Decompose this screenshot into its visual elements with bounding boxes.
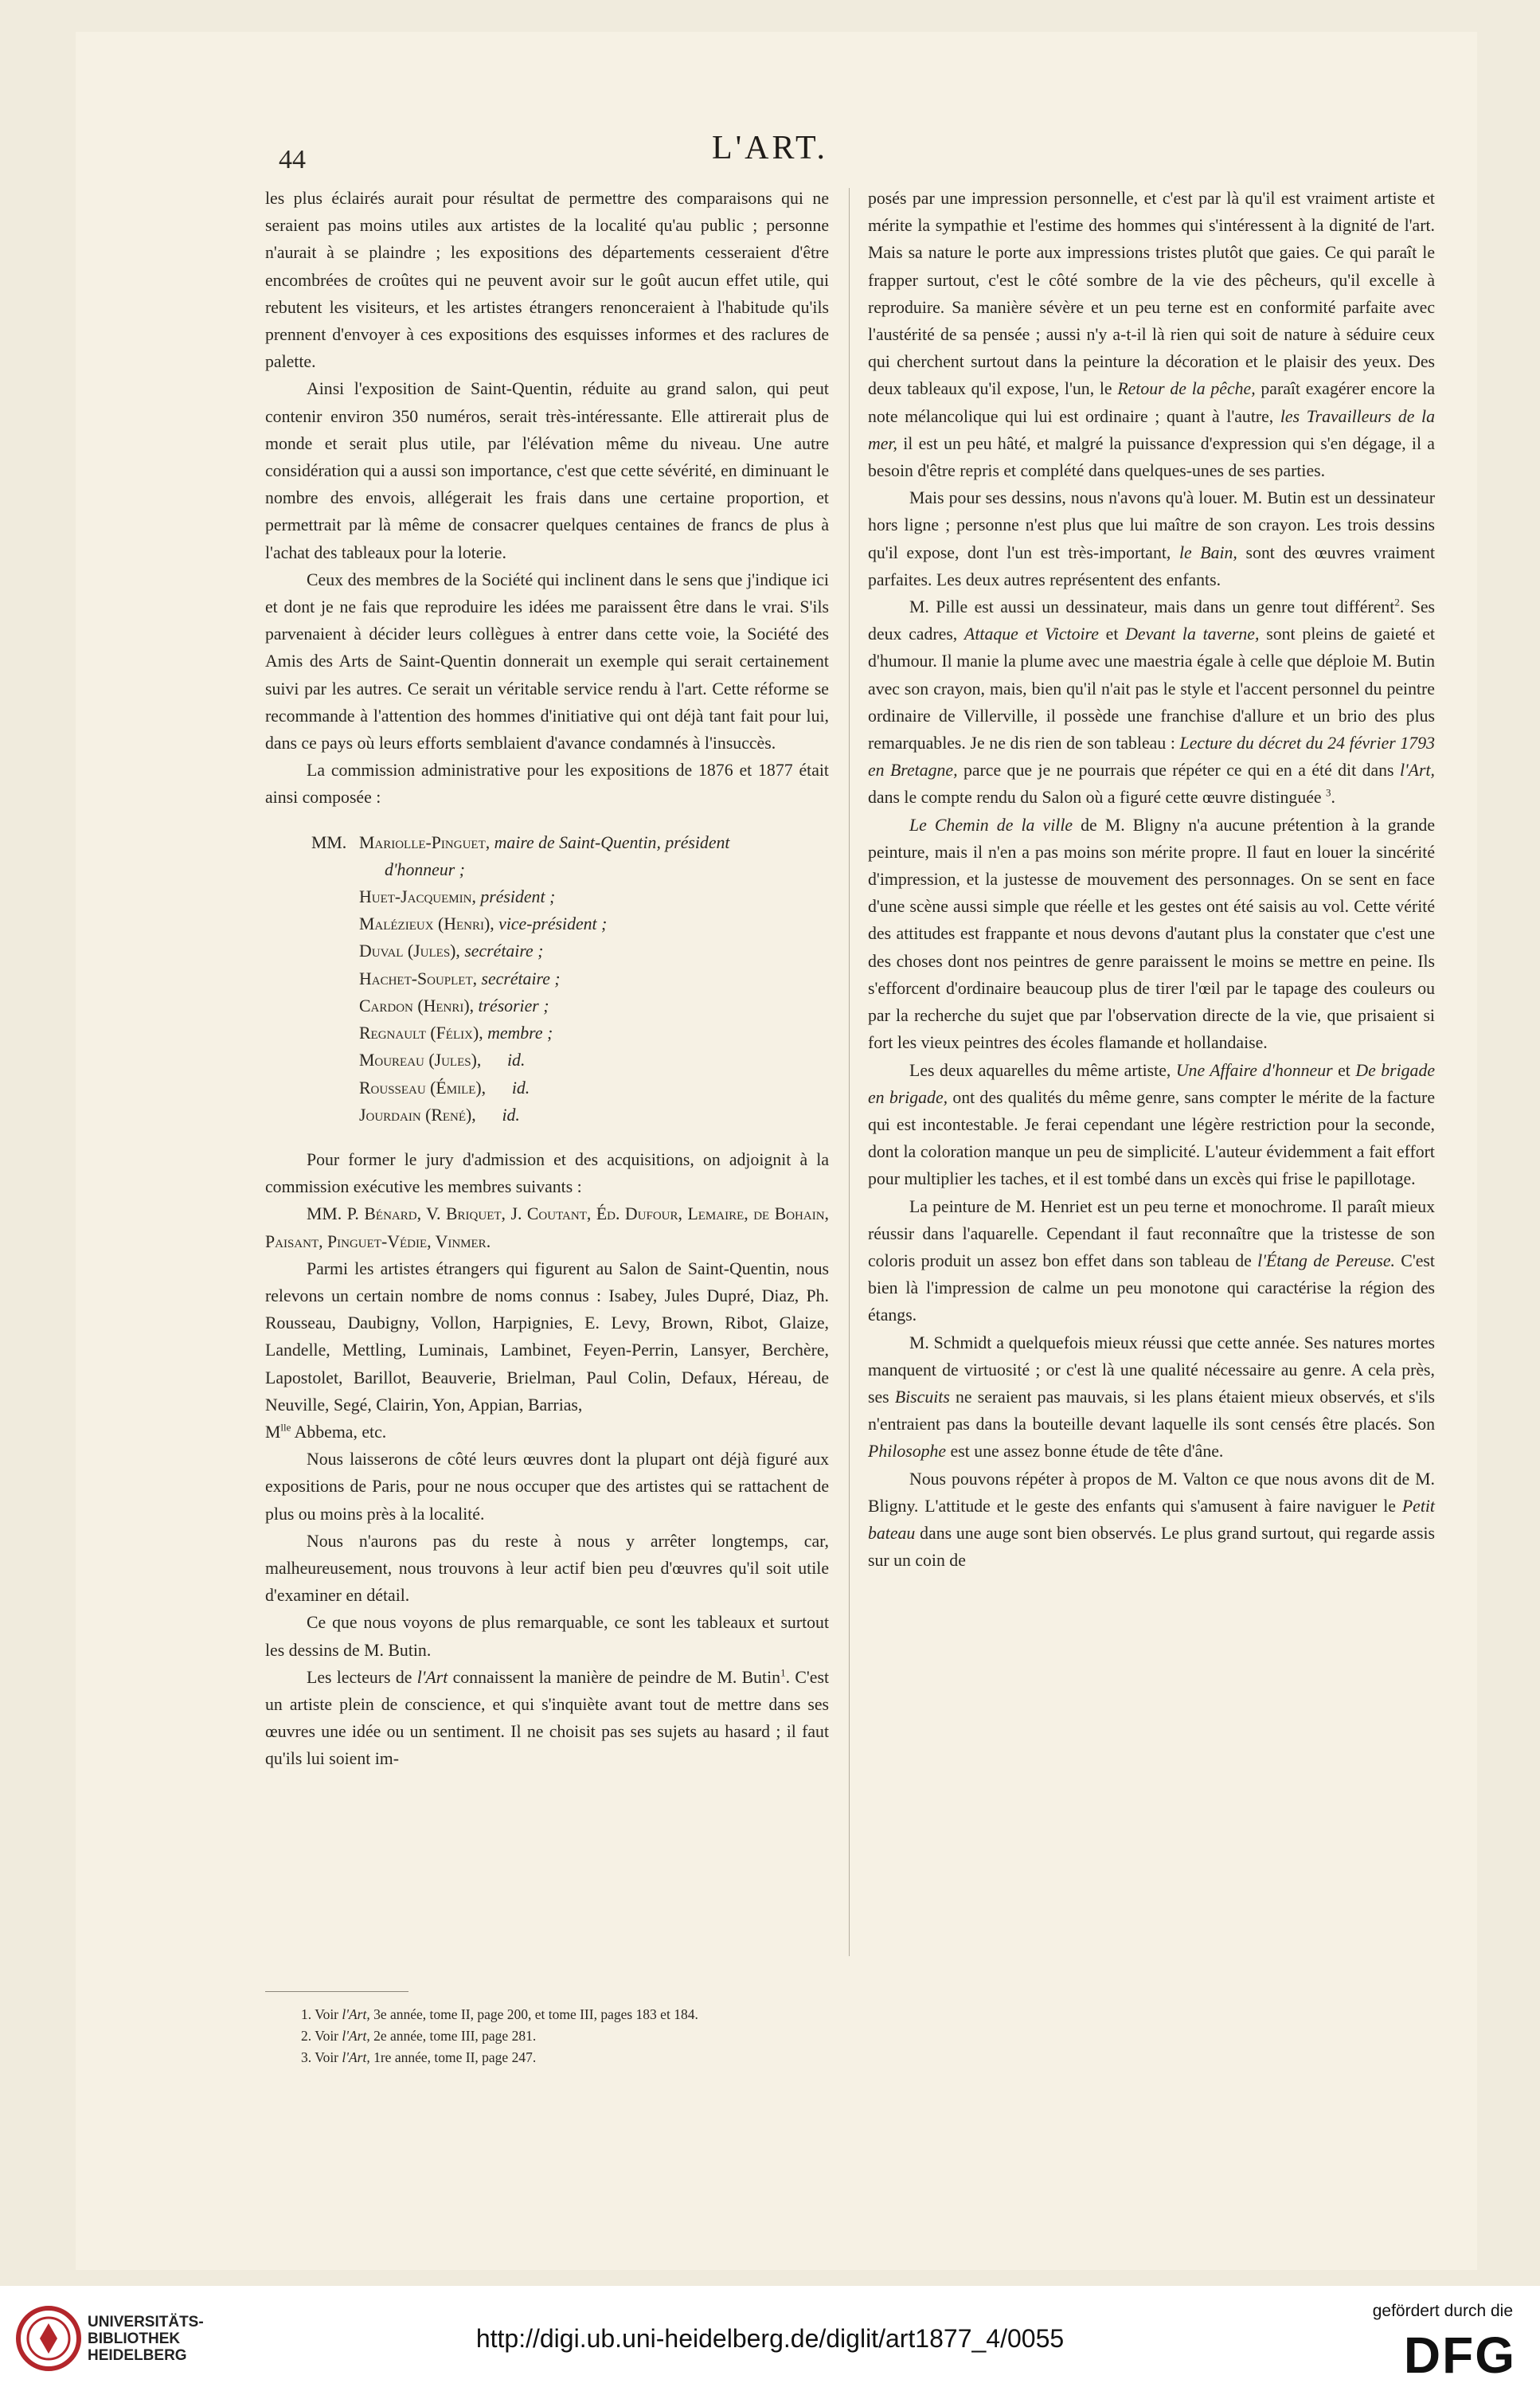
member-role: président ; [480,887,556,907]
jury-lead: MM. P. [307,1204,359,1224]
library-name-line: BIBLIOTHEK [88,2330,181,2347]
paragraph: La commission administrative pour les expositions de 1876 et 1877 était ainsi composée : [265,761,829,808]
paragraph [868,484,1435,593]
artwork-title: Biscuits [894,1387,950,1407]
footnote-rule [265,1991,408,1992]
text-run: sont pleins de gaieté et d'humour. Il manie la plume avec une maestria égale à celle que déploie M. Butin avec son crayon, mais, bien qu'il n'ait pas le style et l'accent personnel du peintre ordinaire de Villerville, il possède une franchise d'allure et un brio des plus remarquables. Je ne dis rien de son tableau : [868,624,1436,753]
journal-title: l'Art, [342,2028,370,2044]
artwork-title: les Travailleurs de la mer, [868,406,1435,453]
text-run: C'est bien là l'impression de calme un peu monotone qui caractérise la région des étangs. [868,1250,1435,1325]
artwork-title: Attaque et Victoire [964,624,1099,644]
footnote [301,2025,858,2047]
paragraph [265,1200,829,1254]
member-role: d'honneur ; [385,859,465,879]
paragraph: Ce que nous voyons de plus remarquable, ce sont les tableaux et surtout les dessins de M. Butin. [265,1613,829,1660]
artwork-title: Retour de la pêche, [1117,379,1256,399]
member-name: Huet-Jacquemin, [359,887,476,907]
text-run: Voir [315,2028,339,2044]
member-name: Duval (Jules), [359,941,460,961]
text-run: La peinture de M. Henriet est un peu terne et monochrome. Il paraît mieux réussir dans l'aquarelle. Cependant il faut reconnaître que la tristesse de son coloris produit un assez bon effet dans son tableau de [868,1196,1435,1270]
text-run: . [1331,788,1335,808]
paragraph [868,812,1435,1057]
member-name: Rousseau (Émile), [359,1078,487,1098]
member-row [265,910,829,937]
artists-text-end: Abbema, etc. [294,1422,387,1442]
artists-text: Parmi les artistes étrangers qui figurent au Salon de Saint-Quentin, nous relevons un certain nombre de noms connus : Isabey, Jules Dupré, Diaz, Ph. Rousseau, Daubigny, Vollon, Harpignies, E. Levy, Brown, Ribot, Glaize, Landelle, Mettling, Luminais, Lambinet, Feyen-Perrin, Lansyer, Berchère, Lapostolet, Barillot, Beauverie, Brielman, Paul Colin, Defaux, Héreau, de Neuville, Segé, Clairin, Yon, Appian, Barrias, [265,1258,829,1415]
artwork-title: Le Chemin de la ville [909,815,1073,835]
member-name: Malézieux (Henri), [359,914,494,934]
jury-members: Bénard, V. Briquet, J. Coutant, Éd. Dufour, Lemaire, de Bohain, Paisant, Pinguet-Védie, Vinmer. [265,1204,830,1251]
text-run: Mais pour ses dessins, nous n'avons qu'à louer. M. Butin est un dessinateur hors ligne ; personne n'est plus que lui maître de son crayon. Les trois dessins qu'il expose, dont l'un est très-important, [868,488,1435,562]
paragraph [868,185,1435,484]
footnote-ref: 3 [1326,787,1331,800]
footnotes [301,2004,858,2068]
text-run: 1re année, tome II, page 247. [373,2049,537,2065]
artwork-title: l'Étang de Pereuse. [1257,1250,1395,1270]
text-run: de M. Bligny n'a aucune prétention à la grande peinture, mais il n'en a pas moins son mérite propre. Il faut en louer la sincérité d'impression, et la justesse de mouvement des personnages. On se sent en face d'une scène aussi simple que réelle et les gestes ont été saisis au vol. Cette vérité des attitudes est frappante et nous devons d'autant plus la constater que c'est une des choses dont nos peintres de genre paraissent le moins se mettre en peine. Ils s'efforcent d'ordinaire beaucoup plus de tirer l'œil par le tapage des couleurs ou par la recherche du sujet que par l'observation directe de la vie, que prisaient si fort les vieux peintres des écoles flamande et hollandaise. [868,815,1435,1053]
journal-title: l'Art, [342,2049,370,2065]
text-run: 2e année, tome III, page 281. [373,2028,537,2044]
footnote-number: 2. [301,2028,312,2044]
running-head: L'ART. [711,130,829,166]
text-run: Voir [315,2049,339,2065]
member-name: Jourdain (René), [359,1105,476,1125]
paragraph: Pour former le jury d'admission et des acquisitions, on adjoignit à la commission exécutive les membres suivants : [265,1149,829,1197]
text-run: et [1105,624,1119,644]
member-row [265,1074,829,1102]
member-role: secrétaire ; [464,941,544,961]
artwork-title: Petit bateau [868,1496,1435,1543]
paragraph: Nous n'aurons pas du reste à nous y arrêter longtemps, car, malheureusement, nous trouvons à leur actif bien peu d'œuvres qu'il soit utile d'examiner en détail. [265,1531,829,1606]
member-row [265,883,829,910]
artwork-title: Devant la taverne, [1125,624,1260,644]
text-run: connaissent la manière de peindre de M. Butin [452,1667,781,1687]
text-run: dans le compte rendu du Salon où a figuré cette œuvre distinguée [868,788,1322,808]
commission-list [265,829,829,1129]
funding-label: gefördert durch die [1372,2302,1513,2320]
member-name: Hachet-Souplet, [359,969,478,988]
text-run: M. Schmidt a quelquefois mieux réussi que cette année. Ses natures mortes manquent de virtuosité ; or c'est là une qualité nécessaire au genre. A cela près, ses [868,1333,1435,1407]
footnote-ref: 1 [780,1666,786,1679]
footnote-number: 3. [301,2049,312,2065]
right-column [868,185,1435,1574]
footnote [301,2004,858,2025]
text-run: posés par une impression personnelle, et c'est par là qu'il est vraiment artiste et mérite la sympathie et l'estime des hommes qui s'intéressent à la dignité de l'art. Mais sa nature le porte aux impressions tristes plutôt que gaies. Ce qui paraît le frapper surtout, c'est le côté sombre de la vie des pêcheurs, qu'il excelle à reproduire. Sa manière sévère et un peu terne est en conformité parfaite avec l'austérité de sa pensée ; aussi n'y a-t-il là rien qui soit de nature à séduire ceux qui cherchent surtout dans la peinture la décoration et le plaisir des yeux. Des deux tableaux qu'il expose, l'un, le [868,189,1435,399]
text-run: ont des qualités du même genre, sans compter le mérite de la facture qui est incontestable. Je ferai cependant une légère restriction pour la seconde, dont la coloration manque un peu de simplicité. L'auteur évidemment a fait effort pour multiplier les taches, et il est tombé dans un excès qui frise le papillotage. [868,1087,1435,1189]
permalink[interactable]: http://digi.ub.uni-heidelberg.de/diglit/art1877_4/0055 [475,2324,1065,2353]
member-row [265,1019,829,1047]
text-run: Nous pouvons répéter à propos de M. Valton ce que nous avons dit de M. Bligny. L'attitude et le geste des enfants qui s'amusent à faire naviguer le [868,1469,1435,1516]
member-role: id. [502,1105,520,1125]
member-name: Regnault (Félix), [359,1023,483,1043]
text-run: et [1338,1060,1350,1080]
paragraph [868,1466,1435,1575]
text-run: Les lecteurs de [307,1667,412,1687]
member-role: maire de Saint-Quentin, président [494,832,730,852]
member-role: vice-président ; [498,914,608,934]
paragraph: les plus éclairés aurait pour résultat de permettre des comparaisons qui ne seraient pas moins utiles aux artistes de la localité qu'au public ; personne n'aurait à se plaindre ; les expositions des départements cesseraient d'être encombrées de croûtes qui ne peuvent avoir sur le goût aucun effet utile, qui rebutent les visiteurs, et les artistes étrangers renonceraient à l'habitude qu'ils prennent d'envoyer à ces expositions des esquisses informes et des raclures de palette. [265,189,829,372]
paragraph [868,1193,1435,1329]
text-run: est une assez bonne étude de tête d'âne. [950,1442,1224,1462]
member-row [265,992,829,1019]
footnote-number: 1. [301,2006,312,2022]
artwork-title: Lecture du décret du 24 février 1793 en Bretagne, [868,734,1435,781]
footnote [301,2047,858,2068]
member-role: id. [506,1051,526,1070]
text-run: sont des œuvres vraiment parfaites. Les deux autres représentent des enfants. [868,542,1436,589]
library-name-line: UNIVERSITÄTS- [88,2314,204,2330]
text-run: . Ses deux cadres, [868,597,1435,644]
journal-title: l'Art, [1399,761,1435,781]
member-role: secrétaire ; [481,969,561,988]
member-row [265,937,829,965]
artwork-title: Une Affaire d'honneur [1175,1060,1333,1080]
member-role: membre ; [487,1023,553,1043]
member-name: Moureau (Jules), [359,1051,482,1070]
text-run: M. Pille est aussi un dessinateur, mais dans un genre tout différent [909,597,1395,617]
text-run: il est un peu hâté, et malgré la puissance d'expression qui s'en dégage, il a besoin d'être repris et complété dans quelques-unes de ses parties. [868,433,1435,481]
paragraph [868,593,1435,812]
journal-title: l'Art, [342,2006,370,2022]
text-run: dans une auge sont bien observés. Le plus grand surtout, qui regarde assis sur un coin de [868,1523,1436,1571]
paragraph [868,1057,1435,1193]
column-rule [849,188,850,1956]
member-row [265,829,829,856]
member-role: trésorier ; [478,996,549,1016]
left-column [265,185,829,1773]
paragraph [265,1255,829,1446]
page-number: 44 [279,145,306,174]
footnote-ref: 2 [1394,596,1400,609]
artwork-title: Philosophe [868,1442,947,1462]
members-lead: MM. [311,832,347,852]
artwork-title: De brigade en brigade, [868,1060,1436,1107]
text-run: 3e année, tome II, page 200, et tome III, pages 183 et 184. [373,2006,698,2022]
member-row [265,1102,829,1129]
paragraph: Ceux des membres de la Société qui inclinent dans le sens que j'indique ici et dont je ne fais que reproduire les idées me paraissent être dans le vrai. S'ils parvenaient à décider leurs collègues à entrer dans cette voie, la Société des Amis des Arts de Saint-Quentin donnerait un exemple qui serait certainement suivi par les autres. Ce serait un véritable service rendu à l'art. Cette réforme se recommande à l'attention des hommes d'initiative qui ont déjà tant fait pour lui, dans ce pays où leurs efforts semblaient d'avance condamnés à l'insuccès. [265,569,829,753]
title-abbrev: M [265,1422,281,1442]
text-run: Les deux aquarelles du même artiste, [909,1060,1171,1080]
text-run: Voir [315,2006,339,2022]
journal-title: l'Art [416,1667,448,1687]
text-run: paraît exagérer encore la note mélancolique qui lui est ordinaire ; quant à l'autre, [868,379,1436,426]
library-name-line: HEIDELBERG [88,2347,187,2364]
paragraph [265,1664,829,1773]
member-role: id. [511,1078,530,1098]
dfg-logo: DFG [1403,2327,1516,2384]
paragraph: Ainsi l'exposition de Saint-Quentin, réduite au grand salon, qui peut contenir environ 350 numéros, serait très-intéressante. Elle attirerait plus de monde et serait plus utile, par l'élévation même du niveau. Une autre considération qui a aussi son importance, c'est que cette sévérité, en diminuant le nombre des envois, allégerait les frais dans une certaine proportion, et permettrait par là même de consacrer quelques centaines de francs de plus à l'achat des tableaux pour la loterie. [265,379,829,562]
member-row [265,965,829,992]
text-run: parce que je ne pourrais que répéter ce qui en a été dit dans [963,761,1394,781]
member-name: Cardon (Henri), [359,996,475,1016]
title-abbrev-sup: lle [280,1421,291,1434]
member-row [265,856,829,883]
paragraph [868,1329,1435,1466]
member-row [265,1047,829,1074]
paragraph: Nous laisserons de côté leurs œuvres dont la plupart ont déjà figuré aux expositions de Paris, pour ne nous occuper que des artistes qui se rattachent de plus ou moins près à la localité. [265,1450,829,1524]
text-run: . C'est un artiste plein de conscience, et qui s'inquiète avant tout de mettre dans ses œuvres une idée ou un sentiment. Il ne choisit pas ses sujets au hasard ; il faut qu'ils lui soient im- [265,1667,830,1769]
artwork-title: le Bain, [1178,542,1237,562]
member-name: Mariolle-Pinguet, [359,832,491,852]
text-run: ne seraient pas mauvais, si les plans étaient mieux observés, et s'ils n'entraient pas dans la bouteille devant laquelle ils sont censés être placés. Son [868,1387,1436,1434]
